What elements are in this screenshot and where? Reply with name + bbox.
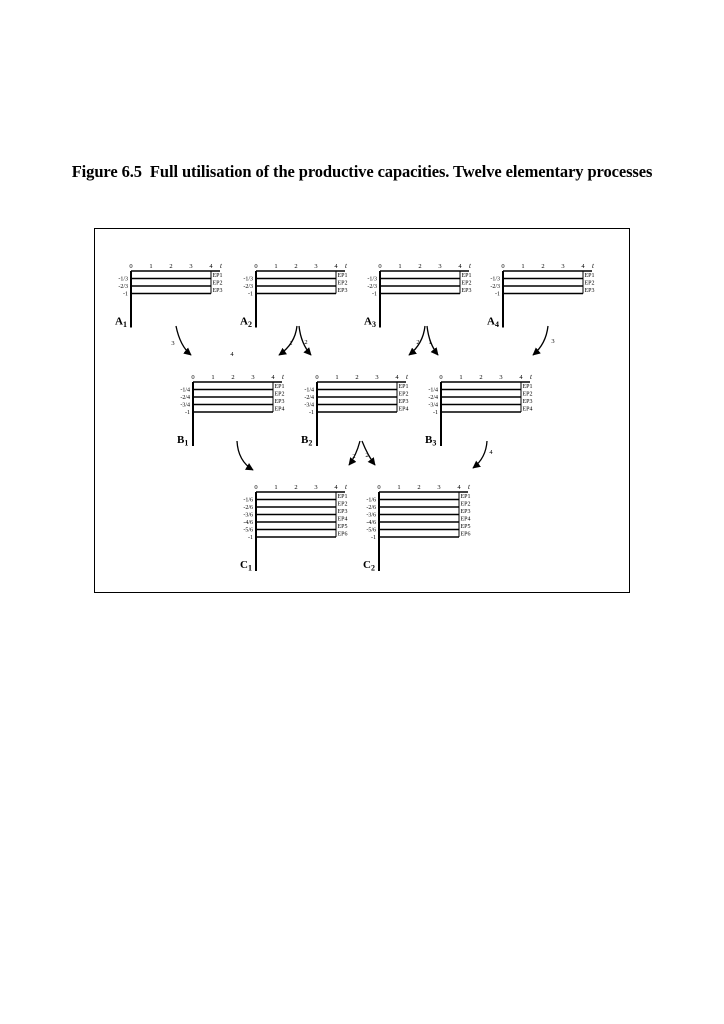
tick-label: 3 [189,263,193,270]
tick-label: 2 [417,484,421,491]
diagram-b3 [425,373,533,448]
diagram-subscript: 4 [494,320,499,329]
diagram-b2 [301,373,409,448]
arrow-path [473,441,487,468]
tick-label: 4 [457,484,461,491]
tick-label: 4 [458,263,462,270]
y-label: -2/4 [428,395,438,401]
diagram-letter: C [240,559,248,571]
time-symbol: t [345,483,347,491]
time-symbol: t [220,262,222,270]
tick-label: 4 [519,374,523,381]
y-label: -1/3 [118,276,128,283]
y-label: -4/6 [243,520,253,526]
y-label: -1/3 [367,276,377,283]
process-label: EP2 [337,280,348,287]
tick-label: 0 [315,374,319,381]
y-label: -2/3 [367,284,377,290]
process-label: EP2 [584,280,595,287]
tick-label: 3 [438,263,442,270]
tick-label: 0 [378,263,382,270]
y-label: -2/4 [304,395,314,401]
tick-label: 3 [375,374,379,381]
arrow-label: 1 [289,340,293,347]
diagram-c2 [363,483,471,573]
tick-label: 4 [271,374,275,381]
time-symbol: t [345,262,347,270]
process-label: EP2 [274,391,285,398]
diagram-subscript: 3 [432,438,437,448]
process-label: EP1 [398,384,409,390]
tick-label: 1 [398,263,402,270]
diagram-letter: B [425,434,433,446]
process-label: EP3 [212,288,223,294]
tick-label: 3 [251,374,255,381]
diagram-name [115,316,127,330]
tick-label: 2 [169,263,173,270]
arrow-path [237,441,253,470]
time-symbol: t [406,373,408,381]
tick-label: 0 [377,484,381,491]
process-label: EP3 [337,509,348,515]
arrow-a4-b3 [533,326,555,355]
tick-label: 1 [459,374,463,381]
process-label: EP2 [461,280,472,287]
diagram-name [301,434,312,448]
process-label: EP1 [337,273,348,279]
y-label: -1 [371,535,376,541]
y-label: -1/4 [428,387,438,394]
diagram-letter: A [115,315,123,328]
tick-label: 3 [561,263,565,270]
process-label: EP1 [212,273,223,279]
y-label: -2/6 [366,505,376,511]
y-label: -2/4 [180,395,190,401]
y-label: -3/6 [366,512,376,519]
process-label: EP1 [274,384,285,390]
diagram-b1 [177,373,285,448]
tick-label: 0 [254,263,258,270]
tick-label: 3 [499,374,503,381]
process-label: EP2 [398,391,409,398]
diagram-subscript: 2 [308,438,313,448]
diagram-letter: B [301,434,309,446]
process-label: EP6 [337,531,348,538]
y-label: -2/3 [118,284,128,290]
tick-label: 2 [231,374,235,381]
process-label: EP3 [274,399,285,405]
diagram-letter: C [363,559,371,571]
arrow-b1-c1 [237,441,253,470]
arrow-a1-b1 [171,326,191,355]
diagram-subscript: 1 [247,563,252,573]
y-label: -3/6 [243,512,253,519]
figure-title: Full utilisation of the productive capacities. Twelve elementary processes [149,162,653,181]
tick-label: 0 [439,374,443,381]
figure-number: Figure 6.5 [71,162,142,181]
arrow-path [533,326,548,355]
y-label: -1 [123,291,128,298]
y-label: -1 [309,410,314,416]
tick-label: 1 [397,484,401,491]
diagram-letter: A [487,315,495,328]
diagram-a1 [115,262,223,329]
arrow-path [176,326,191,355]
process-label: EP3 [584,288,595,294]
process-label: EP5 [460,524,471,530]
process-label: EP6 [460,531,471,538]
process-label: EP3 [398,399,409,405]
y-label: -1/4 [304,387,314,394]
tick-label: 0 [129,263,133,270]
y-label: -1 [433,410,438,416]
arrow-label: 3 [171,340,175,347]
process-label: EP2 [212,280,223,287]
tick-label: 0 [501,263,505,270]
diagram-a2 [240,262,348,329]
tick-label: 1 [274,263,278,270]
time-symbol: t [468,483,470,491]
process-label: EP5 [337,524,348,530]
time-symbol: t [282,373,284,381]
process-label: EP4 [398,406,409,413]
tick-label: 2 [294,263,298,270]
y-label: -1 [495,291,500,298]
time-symbol: t [469,262,471,270]
y-label: -3/4 [180,402,190,409]
diagram-name [425,434,436,448]
arrow-label: 3 [551,338,555,345]
process-label: EP2 [337,501,348,508]
tick-label: 0 [254,484,258,491]
y-label: -1 [248,535,253,541]
process-label: EP1 [584,273,595,279]
tick-label: 3 [314,484,318,491]
process-label: EP4 [522,406,533,413]
y-label: -1 [185,410,190,416]
diagram-subscript: 2 [370,563,375,573]
tick-label: 2 [355,374,359,381]
arrow-b2-c2 [362,441,375,465]
arrow-a3-b3 [427,326,438,355]
arrow-a2-b2 [299,326,311,355]
y-label: -1 [372,291,377,298]
tick-label: 0 [191,374,195,381]
stray-label: 4 [230,351,234,358]
diagram-a3 [364,262,472,329]
arrow-label: 2 [416,339,420,346]
tick-label: 4 [395,374,399,381]
tick-label: 1 [521,263,525,270]
time-symbol: t [530,373,532,381]
diagram-name [177,434,188,448]
tick-label: 2 [479,374,483,381]
diagram-subscript: 1 [122,320,127,329]
arrow-label: 2 [304,339,308,346]
tick-label: 3 [437,484,441,491]
diagram-name [240,559,252,573]
y-label: -1/3 [490,276,500,283]
process-label: EP2 [460,501,471,508]
diagram-letter: A [364,315,372,328]
arrow-label: 4 [489,449,493,456]
diagram-subscript: 3 [371,320,376,329]
y-label: -1 [248,291,253,298]
diagram-name [363,559,375,573]
process-label: EP4 [274,406,285,413]
tick-label: 1 [211,374,215,381]
process-label: EP4 [337,516,348,523]
y-label: -1/6 [243,497,253,504]
diagram-letter: A [240,315,248,328]
y-label: -3/4 [304,402,314,409]
y-label: -2/3 [490,284,500,290]
diagram-subscript: 1 [184,438,189,448]
tick-label: 1 [335,374,339,381]
arrow-a3-b2 [409,326,425,355]
tick-label: 1 [274,484,278,491]
process-label: EP1 [461,273,472,279]
process-label: EP4 [460,516,471,523]
tick-label: 2 [418,263,422,270]
process-label: EP1 [337,494,348,500]
tick-label: 4 [334,263,338,270]
arrow-b3-c2 [473,441,493,468]
diagram-name [364,316,376,330]
arrow-a2-b1 [279,326,297,355]
arrow-label: 2 [365,452,369,459]
tick-label: 3 [314,263,318,270]
diagram-a4 [487,262,595,329]
process-label: EP1 [460,494,471,500]
time-symbol: t [592,262,594,270]
y-label: -1/3 [243,276,253,283]
process-label: EP3 [460,509,471,515]
diagram-subscript: 2 [247,320,252,329]
tick-label: 4 [209,263,213,270]
y-label: -2/3 [243,284,253,290]
diagram-name [487,316,499,330]
tick-label: 4 [334,484,338,491]
process-label: EP3 [461,288,472,294]
y-label: -1/6 [366,497,376,504]
process-label: EP3 [337,288,348,294]
arrow-label: 2 [352,453,356,460]
tick-label: 2 [541,263,545,270]
arrow-path [279,326,297,355]
y-label: -3/4 [428,402,438,409]
diagram-c1 [240,483,348,573]
tick-label: 4 [581,263,585,270]
y-label: -5/6 [366,527,376,534]
arrow-b2-c1 [349,441,360,465]
diagram-name [240,316,252,330]
process-label: EP2 [522,391,533,398]
y-label: -1/4 [180,387,190,394]
y-label: -2/6 [243,505,253,511]
arrow-label: 1 [428,339,432,346]
tick-label: 1 [149,263,153,270]
tick-label: 2 [294,484,298,491]
process-label: EP1 [522,384,533,390]
y-label: -5/6 [243,527,253,534]
process-label: EP3 [522,399,533,405]
y-label: -4/6 [366,520,376,526]
diagram-letter: B [177,434,185,446]
